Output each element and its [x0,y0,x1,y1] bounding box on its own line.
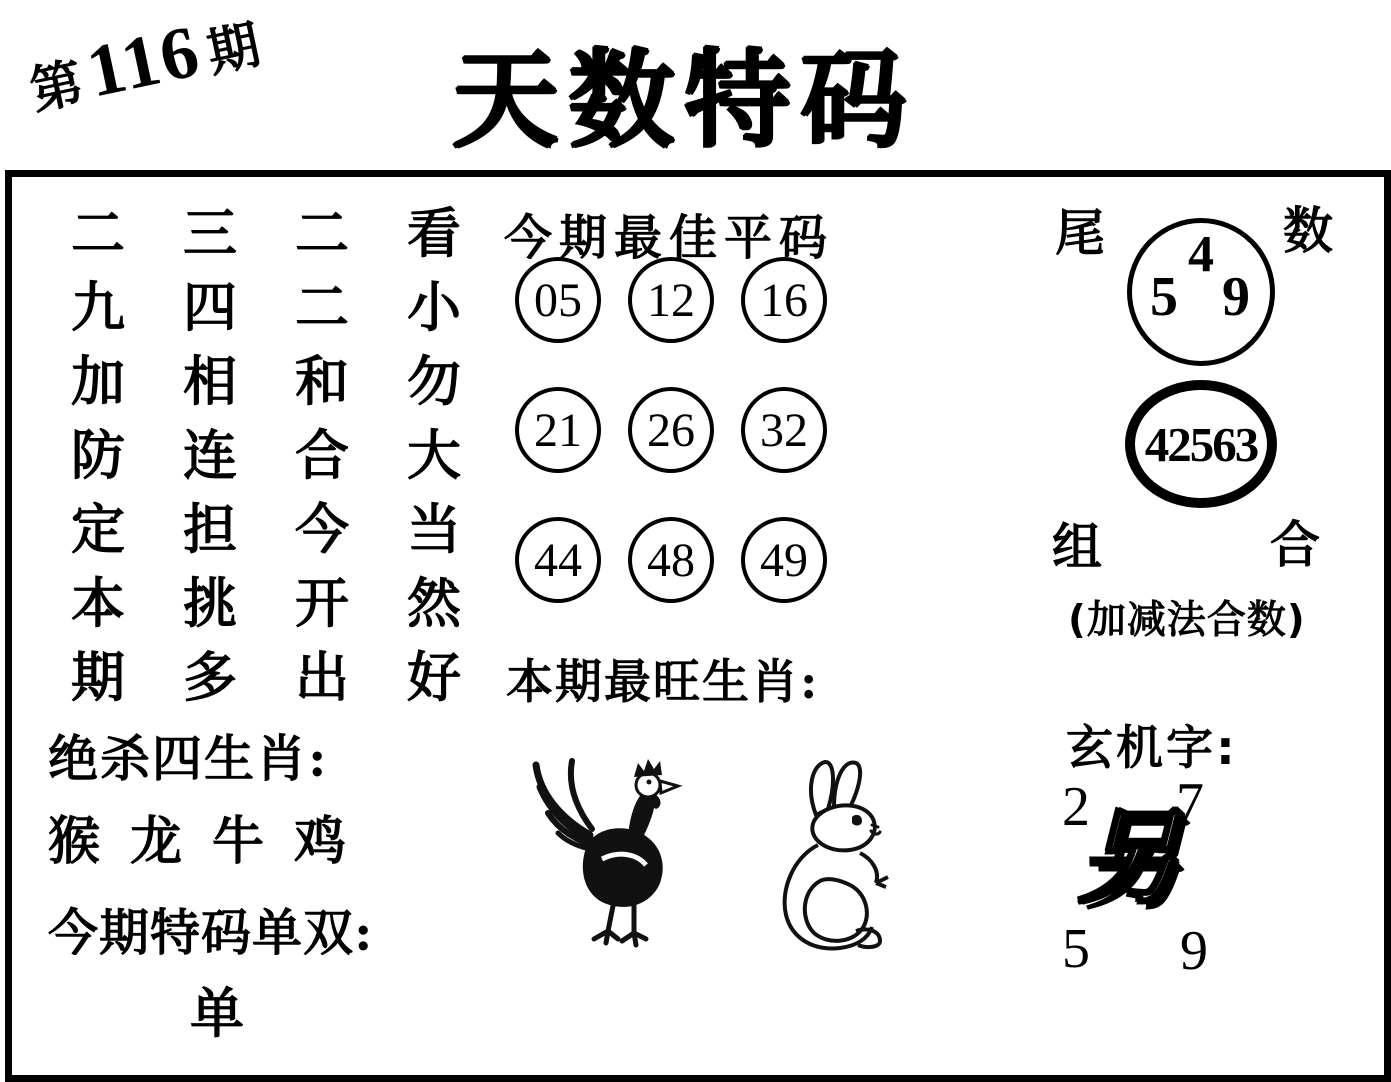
mystery-cluster [1052,772,1262,985]
tail-number: 4 [1188,226,1214,283]
poem-char: 加 [71,350,125,413]
best-number-circle: 12 [628,257,714,343]
poem-char: 出 [295,646,349,709]
tail-label-right: 数 [1283,202,1333,260]
mystery-character: 另 [1078,800,1178,917]
best-number-circle: 05 [515,257,601,343]
tail-label-left: 尾 [1055,204,1105,262]
best-number-circle: 21 [515,387,601,473]
poem-char: 定 [71,498,125,561]
poem-char: 小 [407,276,461,339]
hot-zodiac-label: 本期最旺生肖: [506,655,820,710]
poem-char: 连 [183,424,237,487]
best-number-circle: 49 [741,517,827,603]
mystery-number: 7 [1176,772,1204,834]
combo-number-ellipse [1125,380,1277,508]
best-numbers-grid [515,257,827,603]
odd-even-label: 今期特码单双: [48,903,374,962]
poem-char: 挑 [183,572,237,635]
issue-label [21,0,267,128]
tail-number: 9 [1222,266,1250,328]
mystery-number: 2 [1062,776,1090,838]
issue-prefix: 第 [25,52,89,123]
best-number-circle: 26 [628,387,714,473]
kill-zodiac-label: 绝杀四生肖: [48,729,329,788]
best-number-circle: 16 [741,257,827,343]
odd-even-value: 单 [190,981,244,1045]
tail-numbers-circle [1127,218,1275,366]
poem-char: 二 [71,202,125,265]
poem-char: 和 [295,350,349,413]
poem-char: 防 [71,424,125,487]
poem-grid [42,197,490,715]
poem-char: 本 [71,572,125,635]
best-number-circle: 32 [741,387,827,473]
poem-char: 三 [183,202,237,265]
poem-char: 担 [183,498,237,561]
poem-char: 勿 [407,350,461,413]
rooster-icon [522,747,687,957]
poem-char: 四 [183,276,237,339]
poem-char: 大 [407,424,461,487]
kill-zodiac-value: 猴 [48,811,101,872]
poem-char: 好 [407,646,461,709]
poem-char: 期 [71,646,125,709]
poem-char: 合 [295,424,349,487]
mystery-number: 5 [1062,918,1090,980]
best-number-circle: 44 [515,517,601,603]
rabbit-icon [768,755,908,960]
page-title: 天数特码 [452,39,916,162]
kill-zodiac-value: 龙 [130,811,183,872]
issue-number: 116 [80,9,208,114]
best-numbers-label: 今期最佳平码 [504,210,835,266]
combo-note: (加减法合数) [1068,598,1306,643]
kill-zodiac-values [48,799,346,874]
combo-label-right: 合 [1270,516,1320,574]
combo-label-left: 组 [1052,518,1102,576]
kill-zodiac-value: 鸡 [294,811,347,872]
poem-char: 二 [295,202,349,265]
mystery-number: 9 [1180,920,1208,982]
kill-zodiac-value: 牛 [212,811,265,872]
poem-char: 看 [407,202,461,265]
poem-char: 开 [295,572,349,635]
poem-char: 多 [183,646,237,709]
poem-char: 九 [71,276,125,339]
issue-suffix: 期 [202,15,266,85]
best-number-circle: 48 [628,517,714,603]
poem-char: 今 [295,498,349,561]
poem-char: 二 [295,276,349,339]
poem-char: 然 [407,572,461,635]
mystery-label: 玄机字: [1066,721,1238,776]
combo-number: 42563 [1144,416,1258,472]
poem-char: 当 [407,498,461,561]
content-box [5,170,1391,1082]
tail-number: 5 [1150,266,1178,328]
poem-char: 相 [183,350,237,413]
